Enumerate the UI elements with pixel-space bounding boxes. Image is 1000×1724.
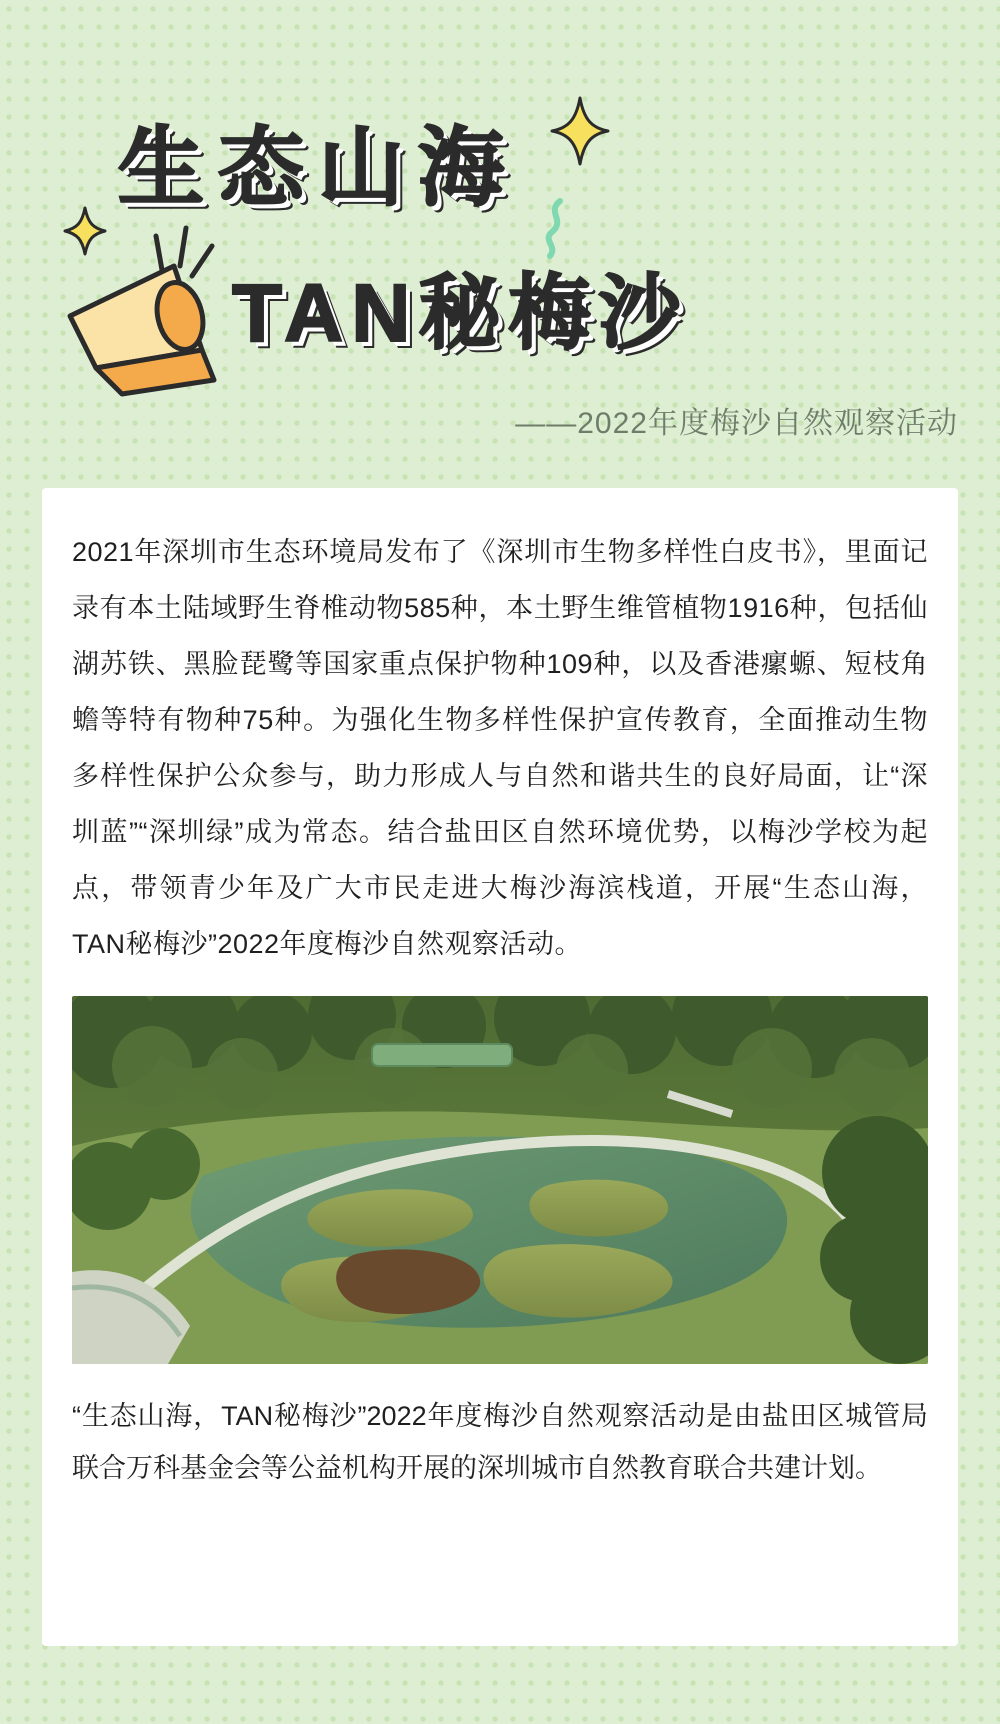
wetland-photo-illustration	[72, 996, 928, 1364]
wetland-photo	[72, 996, 928, 1364]
poster-subtitle: ——2022年度梅沙自然观察活动	[515, 407, 958, 440]
intro-paragraph: 2021年深圳市生态环境局发布了《深圳市生物多样性白皮书》，里面记录有本土陆域野生脊椎动物585种，本土野生维管植物1916种，包括仙湖苏铁、黑脸琵鹭等国家重点保护物种109种，以及香港瘰螈、短枝角蟾等特有物种75种。为强化生物多样性保护宣传教育，全面推动生物多样性保护公众参与，助力形成人与自然和谐共生的良好局面，让“深圳蓝”“深圳绿”成为常态。结合盐田区自然环境优势，以梅沙学校为起点，带领青少年及广大市民走进大梅沙海滨栈道，开展“生态山海，TAN秘梅沙”2022年度梅沙自然观察活动。	[72, 537, 928, 959]
photo-caption: “生态山海，TAN秘梅沙”2022年度梅沙自然观察活动是由盐田区城管局联合万科基金会等公益机构开展的深圳城市自然教育联合共建计划。	[72, 1401, 928, 1483]
poster-title-line-1: 生态山海	[118, 120, 518, 216]
poster-header	[0, 0, 1000, 470]
content-card	[42, 488, 958, 1646]
sparkle-icon	[548, 96, 612, 166]
megaphone-icon	[52, 218, 252, 398]
poster-title-line-2: TAN秘梅沙	[232, 268, 689, 359]
